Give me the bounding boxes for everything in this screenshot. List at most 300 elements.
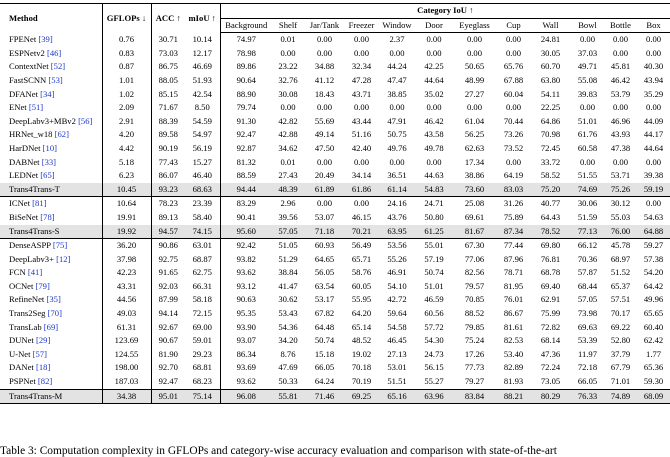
value-cell: 2.09 <box>102 101 151 115</box>
value-cell: 0.00 <box>389 156 405 167</box>
value-cell: 59.19 <box>637 183 670 197</box>
value-cell: 92.75 <box>158 253 178 264</box>
value-cell: 42.88 <box>278 129 298 140</box>
value-cell: 59.27 <box>637 239 670 253</box>
method-name: FCN <box>9 267 26 278</box>
value-cell: 34.38 <box>102 389 151 404</box>
table-row <box>0 211 670 225</box>
value-cell: 53.39 <box>577 335 598 346</box>
value-cell: 46.42 <box>424 115 444 126</box>
value-cell: 61.31 <box>102 321 151 335</box>
table-row <box>0 115 670 129</box>
table-row <box>0 253 670 267</box>
value-cell: 0.00 <box>389 102 405 113</box>
method-cell <box>0 211 102 225</box>
value-cell: 85.15 <box>158 88 178 99</box>
value-cell: 30.06 <box>571 197 604 211</box>
value-cell: 81.93 <box>503 376 524 387</box>
table-row <box>0 74 670 88</box>
header-gflops: GFLOPs ↓ <box>102 4 151 33</box>
value-cell: 32.34 <box>351 61 372 72</box>
value-cell: 0.00 <box>612 102 629 113</box>
method-cell <box>0 239 102 253</box>
method-name: FastSCNN <box>9 74 47 85</box>
value-cell: 51.55 <box>577 170 598 181</box>
value-cell: 46.15 <box>351 211 372 222</box>
citation-link[interactable]: [52] <box>50 61 66 72</box>
method-name: Trans4Trans-S <box>9 225 60 236</box>
value-cell: 76.01 <box>503 294 524 305</box>
value-cell: 68.63 <box>185 183 220 197</box>
value-cell: 61.25 <box>416 225 452 239</box>
value-cell: 20.49 <box>314 170 335 181</box>
value-cell: 0.01 <box>280 156 296 167</box>
table-row <box>0 33 670 47</box>
citation-link[interactable]: [78] <box>40 211 55 222</box>
method-cell <box>0 183 102 197</box>
method-cell <box>0 88 102 102</box>
value-cell: 50.65 <box>464 61 485 72</box>
table-caption: Table 3: Computation complexity in GFLOPs and category-wise accuracy evaluation and comparison with state-of-the-art <box>0 445 557 457</box>
value-cell: 75.99 <box>540 308 561 319</box>
value-cell: 81.95 <box>503 280 524 291</box>
value-cell: 57.19 <box>424 253 444 264</box>
value-cell: 74.97 <box>236 34 256 45</box>
value-cell: 74.15 <box>185 225 220 239</box>
value-cell: 68.44 <box>577 280 598 291</box>
value-cell: 77.43 <box>158 156 178 167</box>
citation-link[interactable]: [57] <box>32 348 47 359</box>
value-cell: 36.51 <box>387 170 407 181</box>
value-cell: 54.58 <box>387 321 407 332</box>
value-cell: 82.53 <box>503 335 524 346</box>
value-cell: 51.01 <box>577 115 598 126</box>
method-cell <box>0 197 102 211</box>
citation-link[interactable]: [82] <box>37 376 53 387</box>
value-cell: 51.59 <box>577 211 598 222</box>
value-cell: 0.00 <box>466 47 483 58</box>
value-cell: 60.04 <box>503 88 524 99</box>
value-cell: 95.01 <box>151 389 185 404</box>
method-name: LEDNet <box>9 170 39 181</box>
method-cell <box>0 253 102 267</box>
value-cell: 91.65 <box>158 267 178 278</box>
citation-link[interactable]: [39] <box>38 33 53 44</box>
value-cell: 55.95 <box>351 294 372 305</box>
table-row <box>0 142 670 156</box>
method-cell <box>0 74 102 88</box>
value-cell: 92.47 <box>236 129 256 140</box>
value-cell: 61.04 <box>464 115 485 126</box>
value-cell: 55.08 <box>577 74 598 85</box>
value-cell: 38.85 <box>387 88 407 99</box>
value-cell: 18.43 <box>314 88 335 99</box>
value-cell: 50.80 <box>424 211 444 222</box>
value-cell: 70.18 <box>351 362 372 373</box>
value-cell: 39.56 <box>278 211 298 222</box>
value-cell: 47.38 <box>610 142 631 153</box>
value-cell: 2.96 <box>272 197 304 211</box>
value-cell: 87.96 <box>503 253 524 264</box>
value-cell: 34.20 <box>278 335 298 346</box>
value-cell: 57.05 <box>577 294 598 305</box>
value-cell: 93.90 <box>236 321 256 332</box>
value-cell: 57.51 <box>610 294 631 305</box>
method-cell <box>0 101 102 115</box>
value-cell: 95.35 <box>236 308 256 319</box>
value-cell: 34.62 <box>278 142 298 153</box>
value-cell: 10.45 <box>102 183 151 197</box>
value-cell: 69.61 <box>464 211 485 222</box>
header-category: Window <box>378 18 416 33</box>
value-cell: 64.88 <box>637 225 670 239</box>
value-cell: 0.00 <box>345 197 378 211</box>
method-name: U-Net <box>9 348 31 359</box>
value-cell: 77.06 <box>464 253 485 264</box>
value-cell: 0.00 <box>353 156 370 167</box>
header-category: Box <box>637 18 670 33</box>
method-name: ContextNet <box>9 61 49 72</box>
value-cell: 47.69 <box>278 362 298 373</box>
value-cell: 64.43 <box>540 211 561 222</box>
value-cell: 93.69 <box>236 362 256 373</box>
method-name: DenseASPP <box>9 240 51 251</box>
value-cell: 0.00 <box>505 156 522 167</box>
citation-link[interactable]: [10] <box>42 142 57 153</box>
method-name: Trans4Trans-T <box>9 183 60 194</box>
value-cell: 30.62 <box>278 294 298 305</box>
value-cell: 33.72 <box>540 156 561 167</box>
value-cell: 86.34 <box>236 348 256 359</box>
value-cell: 69.00 <box>185 321 220 335</box>
value-cell: 51.29 <box>278 253 298 264</box>
value-cell: 53.71 <box>610 170 631 181</box>
table-row <box>0 239 670 253</box>
value-cell: 6.23 <box>102 169 151 183</box>
value-cell: 67.30 <box>452 239 497 253</box>
method-cell <box>0 307 102 321</box>
citation-link[interactable]: [41] <box>27 267 43 278</box>
value-cell: 27.27 <box>464 88 485 99</box>
value-cell: 198.00 <box>102 361 151 375</box>
value-cell: 42.82 <box>278 115 298 126</box>
method-cell <box>0 115 102 129</box>
value-cell: 0.00 <box>389 47 405 58</box>
value-cell: 32.76 <box>278 74 298 85</box>
value-cell: 65.71 <box>351 253 372 264</box>
value-cell: 43.58 <box>424 129 444 140</box>
value-cell: 55.03 <box>610 211 631 222</box>
value-cell: 5.18 <box>102 156 151 170</box>
citation-link[interactable]: [34] <box>40 88 55 99</box>
value-cell: 37.03 <box>577 47 598 58</box>
method-name: DUNet <box>9 335 34 346</box>
table-row <box>0 60 670 74</box>
value-cell: 0.00 <box>466 102 483 113</box>
method-name: DeepLabv3+ <box>9 253 54 264</box>
value-cell: 76.33 <box>571 389 604 404</box>
value-cell: 71.46 <box>304 389 345 404</box>
value-cell: 69.22 <box>610 321 631 332</box>
value-cell: 8.76 <box>280 348 296 359</box>
value-cell: 72.24 <box>540 362 561 373</box>
value-cell: 93.62 <box>236 376 256 387</box>
value-cell: 70.44 <box>503 115 524 126</box>
value-cell: 31.26 <box>497 197 530 211</box>
value-cell: 0.00 <box>316 47 333 58</box>
value-cell: 0.00 <box>353 102 370 113</box>
citation-link[interactable]: [35] <box>46 294 61 305</box>
value-cell: 0.00 <box>579 156 596 167</box>
value-cell: 68.81 <box>185 361 220 375</box>
value-cell: 44.63 <box>424 170 444 181</box>
value-cell: 42.72 <box>387 294 407 305</box>
value-cell: 71.18 <box>304 225 345 239</box>
citation-link[interactable]: [18] <box>35 362 51 373</box>
value-cell: 0.00 <box>505 102 522 113</box>
value-cell: 49.03 <box>102 307 151 321</box>
citation-link[interactable]: [51] <box>28 102 44 113</box>
value-cell: 30.08 <box>278 88 298 99</box>
value-cell: 53.43 <box>278 308 298 319</box>
value-cell: 79.57 <box>464 280 485 291</box>
header-acc: ACC ↑ <box>151 4 185 33</box>
value-cell: 73.03 <box>158 47 178 58</box>
value-cell: 81.61 <box>503 321 524 332</box>
value-cell: 27.13 <box>387 348 407 359</box>
value-cell: 90.19 <box>158 142 178 153</box>
citation-link[interactable]: [65] <box>40 170 55 181</box>
value-cell: 86.75 <box>158 61 178 72</box>
value-cell: 56.49 <box>345 239 378 253</box>
value-cell: 62.75 <box>185 266 220 280</box>
method-cell <box>0 375 102 389</box>
value-cell: 48.99 <box>464 74 485 85</box>
citation-link[interactable]: [46] <box>46 47 62 58</box>
value-cell: 43.71 <box>351 88 372 99</box>
value-cell: 51.05 <box>272 239 304 253</box>
value-cell: 59.01 <box>185 334 220 348</box>
value-cell: 35.02 <box>424 88 444 99</box>
value-cell: 0.00 <box>612 34 629 45</box>
value-cell: 70.17 <box>610 308 631 319</box>
value-cell: 45.81 <box>610 61 631 72</box>
header-category: Cup <box>497 18 530 33</box>
value-cell: 78.71 <box>503 267 524 278</box>
value-cell: 0.00 <box>612 47 629 58</box>
value-cell: 0.00 <box>646 34 662 45</box>
value-cell: 53.17 <box>314 294 335 305</box>
value-cell: 56.19 <box>185 142 220 156</box>
header-category: Freezer <box>345 18 378 33</box>
value-cell: 23.22 <box>278 61 298 72</box>
value-cell: 72.18 <box>577 362 598 373</box>
value-cell: 43.31 <box>102 280 151 294</box>
value-cell: 57.05 <box>272 225 304 239</box>
value-cell: 66.05 <box>577 376 598 387</box>
value-cell: 55.26 <box>387 253 407 264</box>
method-cell <box>0 348 102 362</box>
value-cell: 73.60 <box>452 183 497 197</box>
header-miou: mIoU ↑ <box>185 4 220 33</box>
value-cell: 91.30 <box>236 115 256 126</box>
value-cell: 0.00 <box>304 197 345 211</box>
value-cell: 74.89 <box>604 389 637 404</box>
value-cell: 15.27 <box>185 156 220 170</box>
value-cell: 75.20 <box>530 183 571 197</box>
value-cell: 40.77 <box>530 197 571 211</box>
value-cell: 64.86 <box>540 115 561 126</box>
value-cell: 87.99 <box>158 294 178 305</box>
value-cell: 81.67 <box>452 225 497 239</box>
value-cell: 54.59 <box>185 115 220 129</box>
value-cell: 76.00 <box>604 225 637 239</box>
citation-link[interactable]: [69] <box>43 321 59 332</box>
value-cell: 0.00 <box>426 34 442 45</box>
citation-link[interactable]: [12] <box>56 253 71 264</box>
value-cell: 82.56 <box>464 267 485 278</box>
table-row <box>0 293 670 307</box>
value-cell: 56.15 <box>424 362 444 373</box>
value-cell: 72.82 <box>540 321 561 332</box>
table-row <box>0 334 670 348</box>
header-category: Bowl <box>571 18 604 33</box>
value-cell: 70.21 <box>345 225 378 239</box>
value-cell: 78.98 <box>236 47 256 58</box>
method-name: ESPNetv2 <box>9 47 45 58</box>
value-cell: 46.59 <box>424 294 444 305</box>
table-row-ours <box>0 183 670 197</box>
method-cell <box>0 334 102 348</box>
value-cell: 94.14 <box>158 308 178 319</box>
value-cell: 92.70 <box>158 362 178 373</box>
value-cell: 88.59 <box>236 170 256 181</box>
value-cell: 70.85 <box>464 294 485 305</box>
results-body <box>0 33 670 404</box>
value-cell: 92.42 <box>220 239 272 253</box>
citation-link[interactable]: [81] <box>32 198 47 209</box>
value-cell: 65.16 <box>378 389 416 404</box>
results-table <box>0 3 670 404</box>
value-cell: 123.69 <box>102 334 151 348</box>
value-cell: 40.30 <box>643 61 664 72</box>
value-cell: 92.03 <box>158 280 178 291</box>
value-cell: 74.69 <box>571 183 604 197</box>
value-cell: 0.00 <box>280 47 296 58</box>
value-cell: 59.64 <box>387 308 407 319</box>
value-cell: 37.98 <box>102 253 151 267</box>
value-cell: 94.44 <box>220 183 272 197</box>
method-name: PSPNet <box>9 376 36 387</box>
value-cell: 48.39 <box>272 183 304 197</box>
method-cell <box>0 47 102 61</box>
value-cell: 88.52 <box>464 308 485 319</box>
value-cell: 54.97 <box>185 128 220 142</box>
method-name: OCNet <box>9 280 34 291</box>
value-cell: 34.88 <box>314 61 335 72</box>
value-cell: 46.45 <box>387 335 407 346</box>
value-cell: 43.94 <box>643 74 664 85</box>
value-cell: 22.25 <box>540 102 561 113</box>
value-cell: 10.64 <box>102 197 151 211</box>
citation-link[interactable]: [33] <box>41 156 57 167</box>
value-cell: 64.24 <box>314 376 335 387</box>
value-cell: 65.76 <box>503 61 524 72</box>
value-cell: 42.23 <box>102 266 151 280</box>
value-cell: 55.27 <box>424 376 444 387</box>
method-name: RefineNet <box>9 294 45 305</box>
value-cell: 43.44 <box>351 115 372 126</box>
value-cell: 25.08 <box>452 197 497 211</box>
value-cell: 24.71 <box>416 197 452 211</box>
citation-link[interactable]: [56] <box>78 115 93 126</box>
citation-link[interactable]: [75] <box>52 240 68 251</box>
citation-link[interactable]: [53] <box>48 74 63 85</box>
value-cell: 63.80 <box>540 74 561 85</box>
value-cell: 0.00 <box>426 47 442 58</box>
value-cell: 11.97 <box>577 348 598 359</box>
value-cell: 65.14 <box>351 321 372 332</box>
value-cell: 58.76 <box>351 267 372 278</box>
value-cell: 50.74 <box>314 335 335 346</box>
citation-link[interactable]: [79] <box>35 280 50 291</box>
value-cell: 65.36 <box>643 362 664 373</box>
citation-link[interactable]: [29] <box>35 335 51 346</box>
value-cell: 54.30 <box>424 335 444 346</box>
value-cell: 68.78 <box>540 267 561 278</box>
value-cell: 86.67 <box>503 308 524 319</box>
value-cell: 0.00 <box>316 156 333 167</box>
value-cell: 77.73 <box>464 362 485 373</box>
citation-link[interactable]: [70] <box>47 308 62 319</box>
value-cell: 47.91 <box>387 115 407 126</box>
value-cell: 93.62 <box>236 267 256 278</box>
value-cell: 67.82 <box>314 308 335 319</box>
value-cell: 46.91 <box>387 267 407 278</box>
method-cell <box>0 361 102 375</box>
value-cell: 93.23 <box>151 183 185 197</box>
table-row <box>0 280 670 294</box>
value-cell: 61.89 <box>304 183 345 197</box>
value-cell: 58.18 <box>185 293 220 307</box>
value-cell: 88.39 <box>158 115 178 126</box>
value-cell: 41.47 <box>278 280 298 291</box>
value-cell: 54.20 <box>643 267 664 278</box>
value-cell: 61.14 <box>378 183 416 197</box>
value-cell: 65.65 <box>643 308 664 319</box>
citation-link[interactable]: [62] <box>54 129 69 140</box>
value-cell: 82.89 <box>503 362 524 373</box>
header-category: Bottle <box>604 18 637 33</box>
value-cell: 73.26 <box>503 129 524 140</box>
value-cell: 43.93 <box>610 129 631 140</box>
value-cell: 8.50 <box>185 101 220 115</box>
value-cell: 0.00 <box>646 102 662 113</box>
table-row <box>0 375 670 389</box>
value-cell: 63.95 <box>378 225 416 239</box>
value-cell: 90.86 <box>151 239 185 253</box>
value-cell: 4.20 <box>102 128 151 142</box>
value-cell: 19.02 <box>351 348 372 359</box>
value-cell: 44.64 <box>424 74 444 85</box>
value-cell: 50.74 <box>424 267 444 278</box>
value-cell: 0.00 <box>353 47 370 58</box>
method-name: ICNet <box>9 198 31 209</box>
header-category: Shelf <box>272 18 304 33</box>
value-cell: 70.98 <box>540 129 561 140</box>
value-cell: 37.79 <box>610 348 631 359</box>
value-cell: 70.19 <box>351 376 372 387</box>
